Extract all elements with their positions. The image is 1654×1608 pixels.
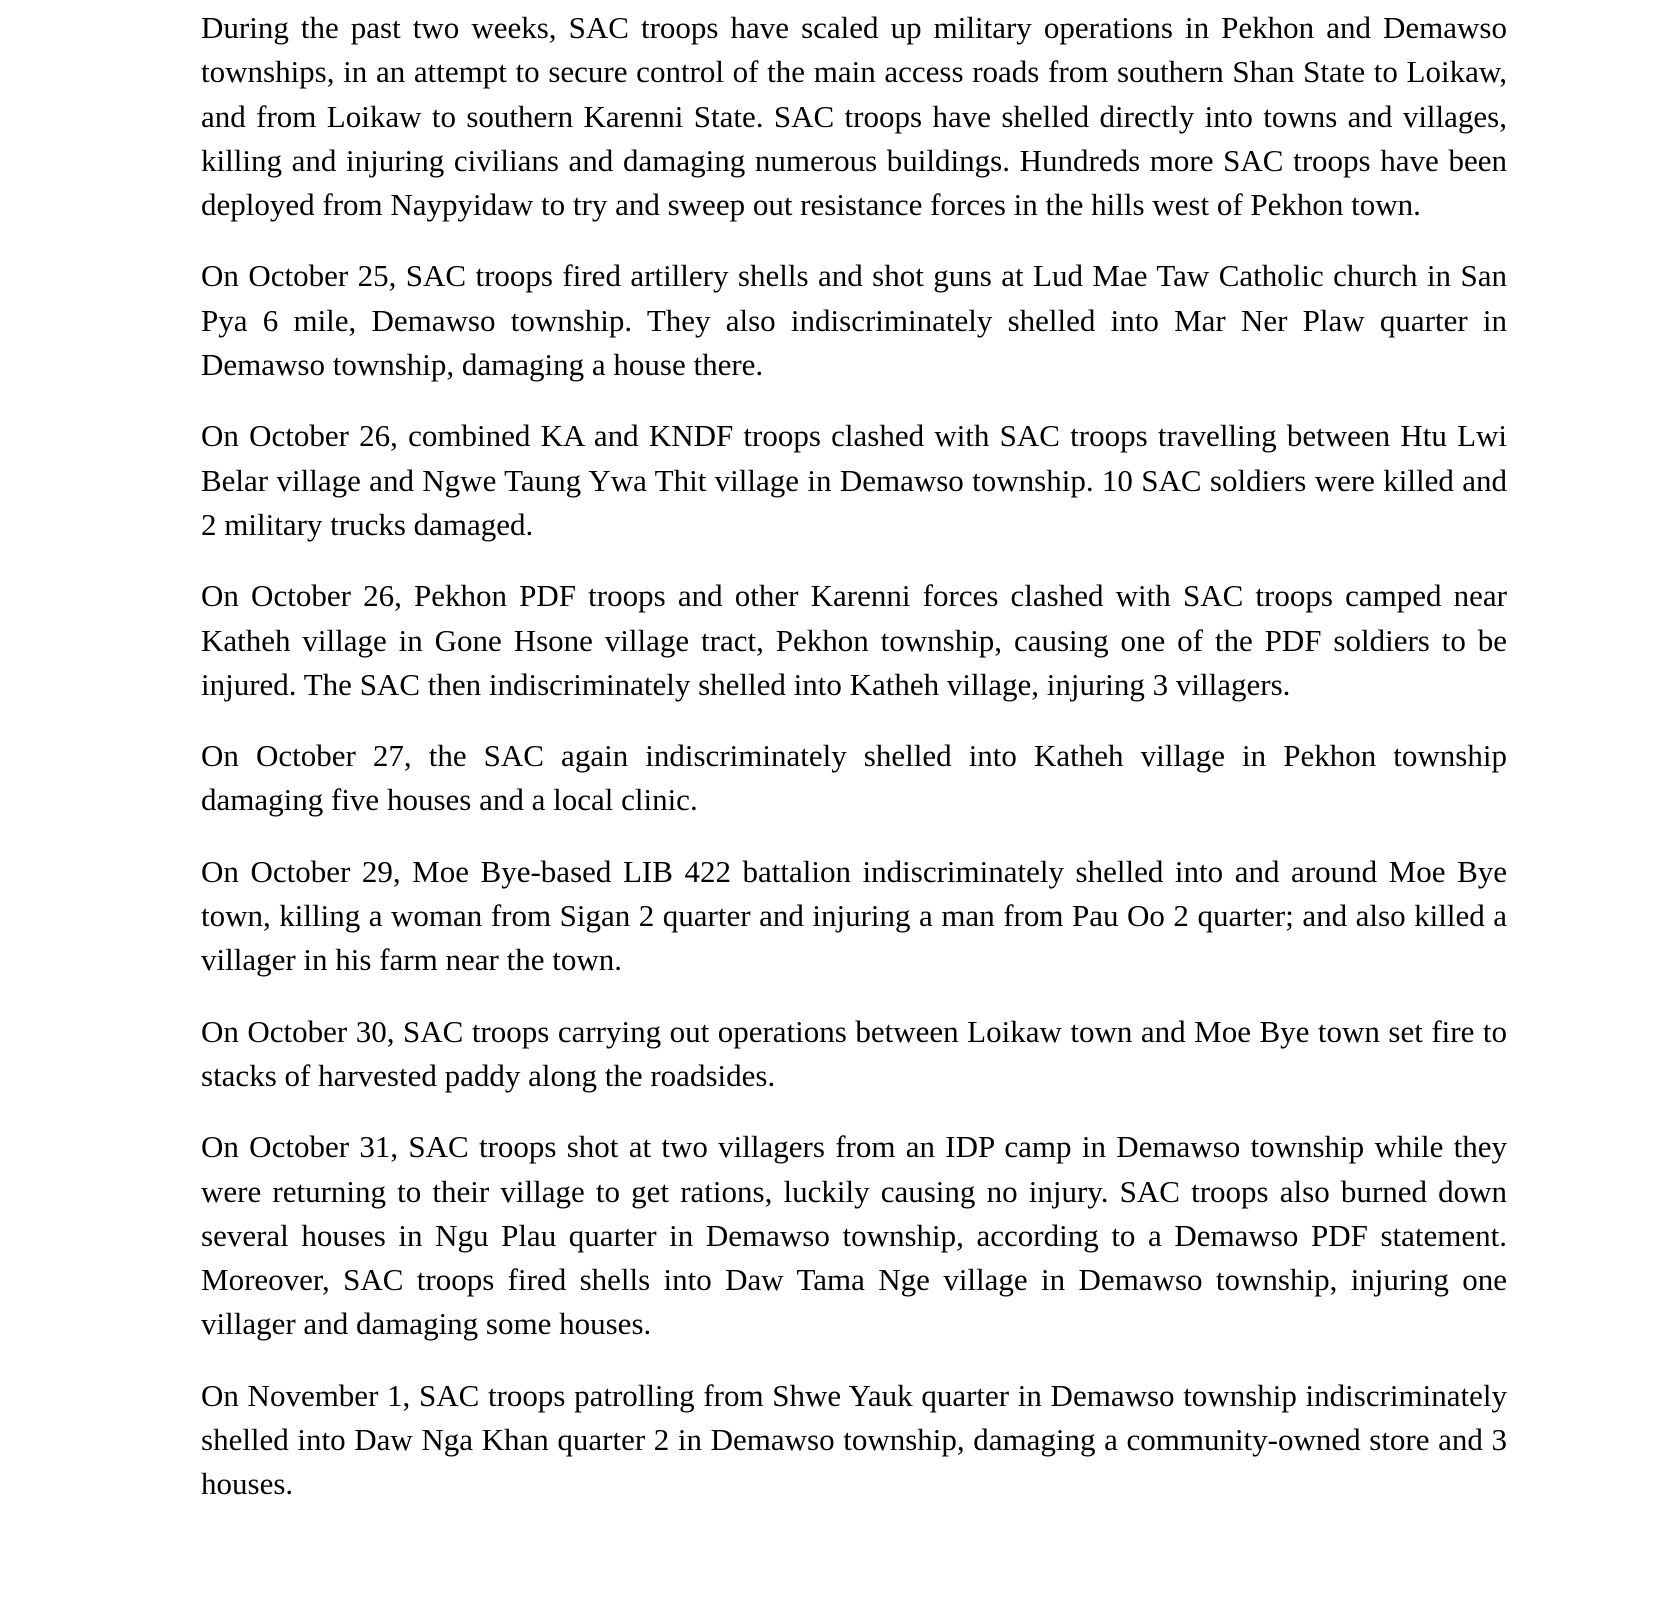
paragraph-overview: During the past two weeks, SAC troops have scaled up military operations in Pekhon and Demawso townships, in an attempt to secure control of the main access roads from southern Shan State to Loikaw, and from Loikaw to southern Karenni State. SAC troops have shelled directly into towns and villages, killing and injuring civilians and damaging numerous buildings. Hundreds more SAC troops have been deployed from Naypyidaw to try and sweep out resistance forces in the hills west of Pekhon town. [201, 10, 1507, 223]
paragraph-october-30: On October 30, SAC troops carrying out operations between Loikaw town and Moe Bye town set fire to stacks of harvested paddy along the roadsides. [201, 1013, 1507, 1093]
document-body [201, 0, 1507, 1534]
paragraph-october-25: On October 25, SAC troops fired artillery shells and shot guns at Lud Mae Taw Catholic church in San Pya 6 mile, Demawso township. They also indiscriminately shelled into Mar Ner Plaw quarter in Demawso township, damaging a house there. [201, 258, 1507, 383]
paragraph-october-31: On October 31, SAC troops shot at two villagers from an IDP camp in Demawso township while they were returning to their village to get rations, luckily causing no injury. SAC troops also burned down several houses in Ngu Plau quarter in Demawso township, according to a Demawso PDF statement. Moreover, SAC troops fired shells into Daw Tama Nge village in Demawso township, injuring one villager and damaging some houses. [201, 1129, 1507, 1342]
paragraph-october-26-katheh: On October 26, Pekhon PDF troops and other Karenni forces clashed with SAC troops camped near Katheh village in Gone Hsone village tract, Pekhon township, causing one of the PDF soldiers to be injured. The SAC then indiscriminately shelled into Katheh village, injuring 3 villagers. [201, 578, 1507, 702]
paragraph-october-26-clash: On October 26, combined KA and KNDF troops clashed with SAC troops travelling between Htu Lwi Belar village and Ngwe Taung Ywa Thit village in Demawso township. 10 SAC soldiers were killed and 2 military trucks damaged. [201, 418, 1507, 542]
paragraph-november-1: On November 1, SAC troops patrolling from Shwe Yauk quarter in Demawso township indiscriminately shelled into Daw Nga Khan quarter 2 in Demawso township, damaging a community-owned store and 3 houses. [201, 1377, 1507, 1502]
paragraph-october-29: On October 29, Moe Bye-based LIB 422 battalion indiscriminately shelled into and around Moe Bye town, killing a woman from Sigan 2 quarter and injuring a man from Pau Oo 2 quarter; and also killed a villager in his farm near the town. [201, 853, 1507, 978]
paragraph-october-27: On October 27, the SAC again indiscriminately shelled into Katheh village in Pekhon township damaging five houses and a local clinic. [201, 738, 1507, 818]
